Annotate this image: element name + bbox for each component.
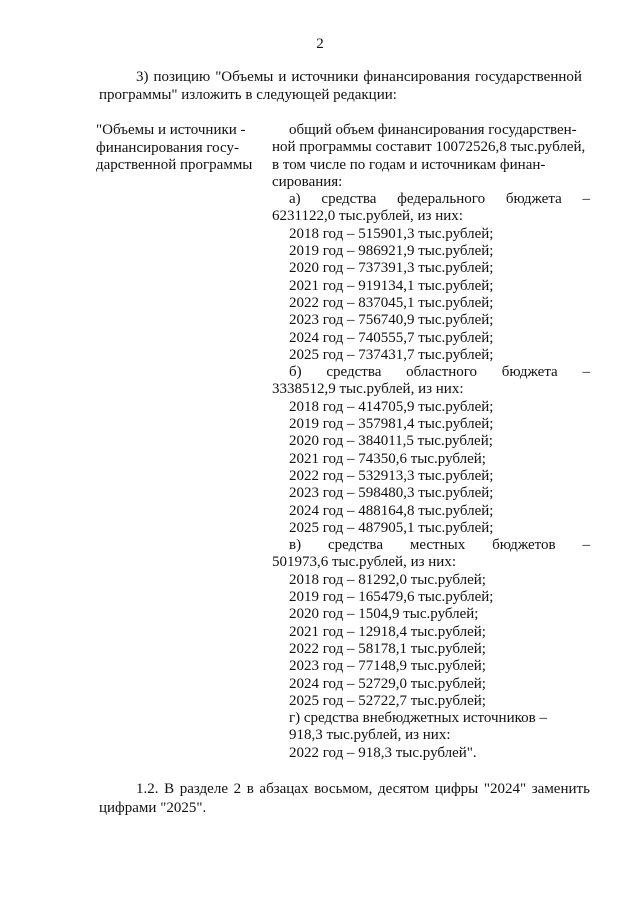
footer-word: 1.2. <box>136 781 159 797</box>
left-line: "Объемы и источники - <box>96 122 246 138</box>
intro-word: финансирования <box>363 69 471 85</box>
heading-word: – <box>582 191 590 208</box>
footer-line-2: цифрами "2025". <box>99 800 207 816</box>
footer-word: восьмом, <box>314 781 373 797</box>
heading-word: бюджета <box>501 364 558 381</box>
intro-line-1 <box>136 69 582 87</box>
regional-total: 3338512,9 тыс.рублей, из них: <box>272 381 464 398</box>
left-column <box>96 122 266 175</box>
federal-year-line: 2024 год – 740555,7 тыс.рублей; <box>289 329 494 346</box>
heading-word: местных <box>409 537 466 554</box>
footer-word: разделе <box>179 781 228 797</box>
local-year-line: 2023 год – 77148,9 тыс.рублей; <box>289 658 486 675</box>
federal-year-line: 2022 год – 837045,1 тыс.рублей; <box>289 294 494 311</box>
footer-word: цифры <box>434 781 479 797</box>
regional-year-line: 2021 год – 74350,6 тыс.рублей; <box>289 450 486 467</box>
intro-word: государственной <box>475 69 582 85</box>
federal-year-line: 2025 год – 737431,7 тыс.рублей; <box>289 346 494 363</box>
federal-year-line: 2019 год – 986921,9 тыс.рублей; <box>289 243 494 260</box>
heading-word: в) <box>289 537 302 554</box>
local-year-line: 2022 год – 58178,1 тыс.рублей; <box>289 640 486 657</box>
summary-line: в том числе по годам и источникам финан- <box>272 156 546 173</box>
footer-word: "2024" <box>483 781 527 797</box>
heading-word: средства <box>326 364 382 381</box>
footer-word: десятом <box>378 781 430 797</box>
footer-word: В <box>164 781 175 797</box>
federal-year-line: 2020 год – 737391,3 тыс.рублей; <box>289 260 494 277</box>
federal-budget-heading <box>272 191 590 208</box>
regional-year-line: 2025 год – 487905,1 тыс.рублей; <box>289 519 494 536</box>
footer-word: в <box>246 781 254 797</box>
left-line: финансирования госу- <box>96 139 239 156</box>
left-line: дарственной программы <box>96 157 253 173</box>
heading-word: – <box>582 364 590 381</box>
heading-word: федерального <box>397 191 486 208</box>
right-column <box>272 122 590 762</box>
intro-line-2: программы" изложить в следующей редакции: <box>99 87 397 103</box>
federal-total: 6231122,0 тыс.рублей, из них: <box>272 208 463 225</box>
federal-year-line: 2021 год – 919134,1 тыс.рублей; <box>289 277 494 294</box>
footer-word: 2 <box>233 781 242 797</box>
heading-word: а) <box>289 191 301 208</box>
heading-word: средства <box>321 191 377 208</box>
local-total: 501973,6 тыс.рублей, из них: <box>272 554 456 571</box>
local-year-line: 2020 год – 1504,9 тыс.рублей; <box>289 606 479 623</box>
intro-word: и <box>278 69 287 85</box>
local-budget-heading <box>272 537 590 554</box>
extrabudget-heading: г) средства внебюджетных источников – <box>289 710 547 727</box>
heading-word: средства <box>327 537 383 554</box>
local-year-line: 2025 год – 52722,7 тыс.рублей; <box>289 692 486 709</box>
regional-budget-heading <box>272 364 590 381</box>
local-year-line: 2024 год – 52729,0 тыс.рублей; <box>289 675 486 692</box>
intro-word: 3) <box>136 69 149 85</box>
heading-word: – <box>582 537 590 554</box>
federal-year-line: 2018 год – 515901,3 тыс.рублей; <box>289 225 494 242</box>
extrabudget-total: 918,3 тыс.рублей, из них: <box>289 727 451 744</box>
heading-word: б) <box>289 364 302 381</box>
heading-word: областного <box>406 364 478 381</box>
federal-year-line: 2023 год – 756740,9 тыс.рублей; <box>289 312 494 329</box>
footer-line-1 <box>136 781 590 799</box>
summary-line: ной программы составит 10072526,8 тыс.рублей, <box>272 139 586 156</box>
extrabudget-year-line: 2022 год – 918,3 тыс.рублей". <box>289 744 477 761</box>
regional-year-line: 2024 год – 488164,8 тыс.рублей; <box>289 502 494 519</box>
regional-year-line: 2018 год – 414705,9 тыс.рублей; <box>289 398 494 415</box>
heading-word: бюджета <box>505 191 562 208</box>
regional-year-line: 2023 год – 598480,3 тыс.рублей; <box>289 485 494 502</box>
footer-word: заменить <box>531 781 590 797</box>
intro-word: "Объемы <box>215 69 274 85</box>
regional-year-line: 2022 год – 532913,3 тыс.рублей; <box>289 467 494 484</box>
summary-line: сирования: <box>272 173 343 190</box>
intro-word: позицию <box>153 69 211 85</box>
local-year-line: 2019 год – 165479,6 тыс.рублей; <box>289 589 494 606</box>
intro-word: источники <box>291 69 359 85</box>
heading-word: бюджетов <box>492 537 556 554</box>
local-year-line: 2018 год – 81292,0 тыс.рублей; <box>289 571 486 588</box>
page-number: 2 <box>316 36 324 52</box>
footer-word: абзацах <box>259 781 309 797</box>
local-year-line: 2021 год – 12918,4 тыс.рублей; <box>289 623 486 640</box>
summary-line: общий объем финансирования государствен- <box>289 122 577 138</box>
regional-year-line: 2020 год – 384011,5 тыс.рублей; <box>289 433 493 450</box>
regional-year-line: 2019 год – 357981,4 тыс.рублей; <box>289 416 494 433</box>
